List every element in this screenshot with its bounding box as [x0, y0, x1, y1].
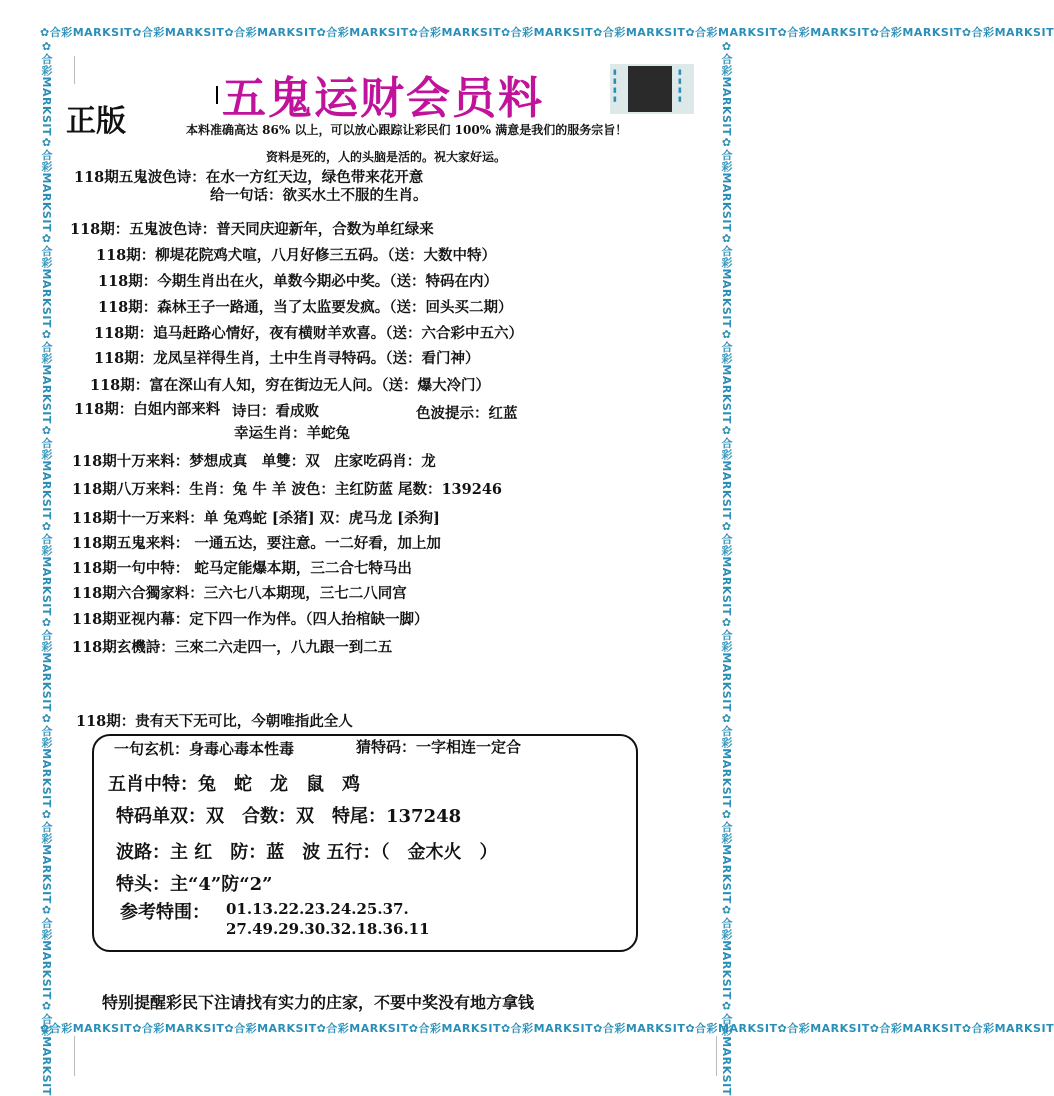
subtitle-accuracy: 本料准确高达 86% 以上，可以放心跟踪让彩民们 100% 满意是我们的服务宗旨！ [186, 123, 628, 137]
text-line: 118期：富在深山有人知，穷在街边无人问。（送：爆大冷门） [90, 377, 491, 394]
box-riddle: 一句玄机：身毒心毒本性毒 [114, 740, 295, 758]
text-line: 118期十万来料：梦想成真 单雙：双 庄家吃码肖：龙 [72, 453, 436, 470]
qr-code-block [628, 66, 672, 112]
subtitle-greeting: 资料是死的，人的头脑是活的。祝大家好运。 [266, 150, 507, 164]
box-ref-numbers-1: 01.13.22.23.24.25.37. [226, 900, 409, 918]
text-line: 118期五鬼来料： 一通五达，要注意。一二好看，加上加 [72, 535, 441, 552]
footer-reminder: 特别提醒彩民下注请找有实力的庄家，不要中奖没有地方拿钱 [102, 993, 535, 1012]
text-line: 118期：柳堤花院鸡犬喧，八月好修三五码。（送：大数中特） [96, 247, 497, 264]
text-line: 给一句话：欲买水土不服的生肖。 [210, 187, 428, 204]
page-title: 五鬼运财会员料 [222, 73, 544, 124]
text-line: 118期六合獨家料：三六七八本期现，三七二八同宫 [72, 585, 407, 602]
text-line: 118期：贵有天下无可比，今朝唯指此全人 [76, 713, 353, 730]
qr-code-image [610, 64, 694, 114]
text-line: 幸运生肖：羊蛇兔 [234, 425, 350, 442]
qr-side-decoration: ▮ ▮ ▮ ▮ [678, 68, 682, 103]
text-line: 色波提示：红蓝 [416, 405, 518, 422]
box-wave: 波路：主 红 防：蓝 波 五行：（ 金木火 ） [116, 842, 498, 863]
qr-side-decoration: ▮ ▮ ▮ ▮ [613, 68, 617, 103]
watermark-left: ✿合彩MARKSIT✿合彩MARKSIT✿合彩MARKSIT✿合彩MARKSIT✿合彩MARKSIT✿合彩MARKSIT✿合彩MARKSIT✿合彩MARKSIT✿合彩MARKSIT✿合彩MARKSIT✿合彩MARKSIT [40, 40, 53, 1096]
prediction-box [92, 734, 638, 952]
text-line: 118期五鬼波色诗：在水一方红天边，绿色带来花开意 [74, 169, 424, 186]
text-line: 118期：森林王子一路通，当了太监要发疯。（送：回头买二期） [98, 299, 513, 316]
text-line: 118期：追马赶路心情好，夜有横财羊欢喜。（送：六合彩中五六） [94, 325, 524, 342]
text-line: 118期：今期生肖出在火，单数今期必中奖。（送：特码在内） [98, 273, 499, 290]
box-five-zodiac: 五肖中特：兔 蛇 龙 鼠 鸡 [108, 774, 360, 795]
text-line: 118期十一万来料：单 兔鸡蛇 [杀猪] 双：虎马龙 [杀狗] [72, 510, 440, 527]
text-line: 118期：龙凤呈祥得生肖，土中生肖寻特码。（送：看门神） [94, 350, 480, 367]
box-guess: 猜特码：一字相连一定合 [356, 738, 522, 756]
box-head: 特头：主“4”防“2” [116, 874, 273, 895]
text-line: 118期一句中特： 蛇马定能爆本期，三二合七特马出 [72, 560, 412, 577]
box-odd-even: 特码单双：双 合数：双 特尾：137248 [116, 806, 462, 827]
box-ref-label: 参考特围： [120, 902, 210, 923]
title-cursor-bar [216, 86, 218, 104]
edition-label: 正版 [66, 104, 126, 139]
text-line: 118期八万来料：生肖：兔 牛 羊 波色：主红防蓝 尾数：139246 [72, 481, 502, 498]
text-line: 118期：白姐内部来料 [74, 401, 221, 418]
frame-line-right [716, 1036, 717, 1076]
watermark-right: ✿合彩MARKSIT✿合彩MARKSIT✿合彩MARKSIT✿合彩MARKSIT✿合彩MARKSIT✿合彩MARKSIT✿合彩MARKSIT✿合彩MARKSIT✿合彩MARKSIT✿合彩MARKSIT✿合彩MARKSIT [720, 40, 733, 1096]
watermark-bottom: ✿合彩MARKSIT✿合彩MARKSIT✿合彩MARKSIT✿合彩MARKSIT✿合彩MARKSIT✿合彩MARKSIT✿合彩MARKSIT✿合彩MARKSIT✿合彩MARKSIT✿合彩MARKSIT✿合彩MARKSIT [40, 1022, 1054, 1035]
watermark-top: ✿合彩MARKSIT✿合彩MARKSIT✿合彩MARKSIT✿合彩MARKSIT✿合彩MARKSIT✿合彩MARKSIT✿合彩MARKSIT✿合彩MARKSIT✿合彩MARKSIT✿合彩MARKSIT✿合彩MARKSIT [40, 26, 1054, 39]
text-line: 诗曰：看成败 [232, 403, 319, 420]
text-line: 118期玄機詩：三來二六走四一，八九跟一到二五 [72, 639, 393, 656]
frame-line-top-left [74, 56, 75, 84]
frame-line-left [74, 1036, 75, 1076]
text-line: 118期亚视内幕：定下四一作为伴。（四人抬棺缺一脚） [72, 611, 429, 628]
box-ref-numbers-2: 27.49.29.30.32.18.36.11 [226, 920, 430, 938]
text-line: 118期：五鬼波色诗：普天同庆迎新年，合数为单红绿来 [70, 221, 434, 238]
